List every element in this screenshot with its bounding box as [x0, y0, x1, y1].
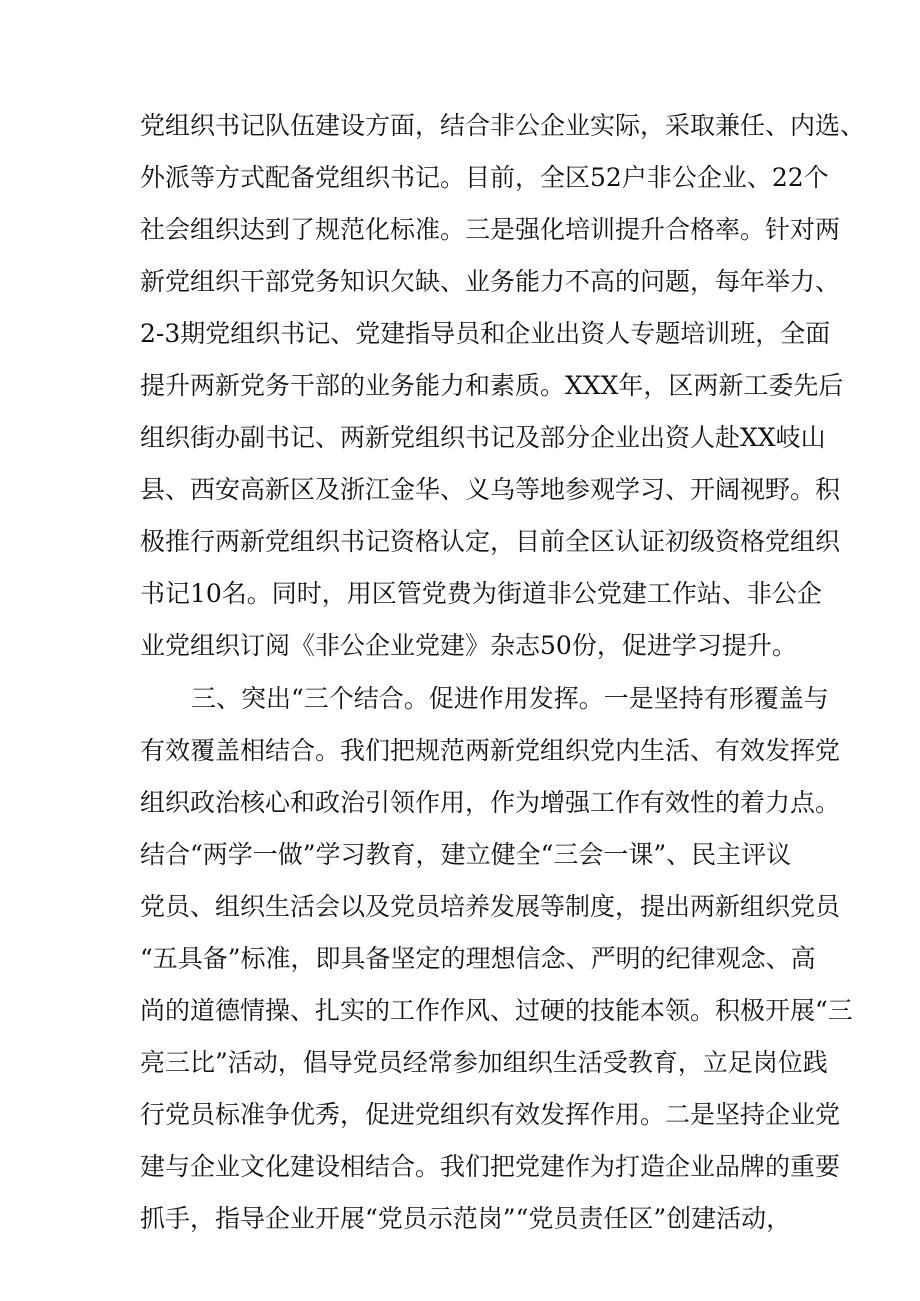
text-line-11: 业党组织订阅《非公企业党建》杂志50份，促进学习提升。 [140, 631, 797, 660]
text-line-8: 县、西安高新区及浙江金华、义乌等地参观学习、开阔视野。积 [140, 475, 841, 504]
text-line-7: 组织街办副书记、两新党组织书记及部分企业出资人赴XX岐山 [140, 423, 826, 452]
text-line-18: 尚的道德情操、扎实的工作作风、过硬的技能本领。积极开展“三 [140, 996, 853, 1025]
text-line-3: 社会组织达到了规范化标准。三是强化培训提升合格率。针对两 [140, 215, 841, 244]
text-line-10: 书记10名。同时，用区管党费为街道非公党建工作站、非公企 [140, 579, 822, 608]
text-line-6: 提升两新党务干部的业务能力和素质。XXX年，区两新工委先后 [140, 371, 844, 400]
text-line-5: 2-3期党组织书记、党建指导员和企业出资人专题培训班，全面 [140, 319, 831, 348]
text-line-9: 极推行两新党组织书记资格认定，目前全区认证初级资格党组织 [140, 527, 841, 556]
text-line-13: 有效覆盖相结合。我们把规范两新党组织党内生活、有效发挥党 [140, 736, 841, 765]
text-line-14: 组织政治核心和政治引领作用，作为增强工作有效性的着力点。 [140, 788, 841, 817]
text-line-4: 新党组织干部党务知识欠缺、业务能力不高的问题，每年举力、 [140, 267, 841, 296]
text-line-16: 党员、组织生活会以及党员培养发展等制度，提出两新组织党员 [140, 892, 841, 921]
section-heading-line: 三、突出“三个结合。促进作用发挥。一是坚持有形覆盖与 [191, 684, 829, 713]
text-line-20: 行党员标准争优秀，促进党组织有效发挥作用。二是坚持企业党 [140, 1100, 841, 1129]
text-line-22: 抓手，指导企业开展“党员示范岗”“党员责任区”创建活动， [140, 1204, 792, 1233]
text-line-17: “五具备”标准，即具备坚定的理想信念、严明的纪律观念、高 [140, 944, 816, 973]
text-line-21: 建与企业文化建设相结合。我们把党建作为打造企业品牌的重要 [140, 1152, 841, 1181]
text-line-15: 结合“两学一做”学习教育，建立健全“三会一课”、民主评议 [140, 840, 792, 869]
text-line-2: 外派等方式配备党组织书记。目前，全区52户非公企业、22个 [140, 163, 829, 192]
text-line-19: 亮三比”活动，倡导党员经常参加组织生活受教育，立足岗位践 [140, 1048, 828, 1077]
text-line-1: 党组织书记队伍建设方面，结合非公企业实际，采取兼任、内选、 [140, 111, 866, 140]
